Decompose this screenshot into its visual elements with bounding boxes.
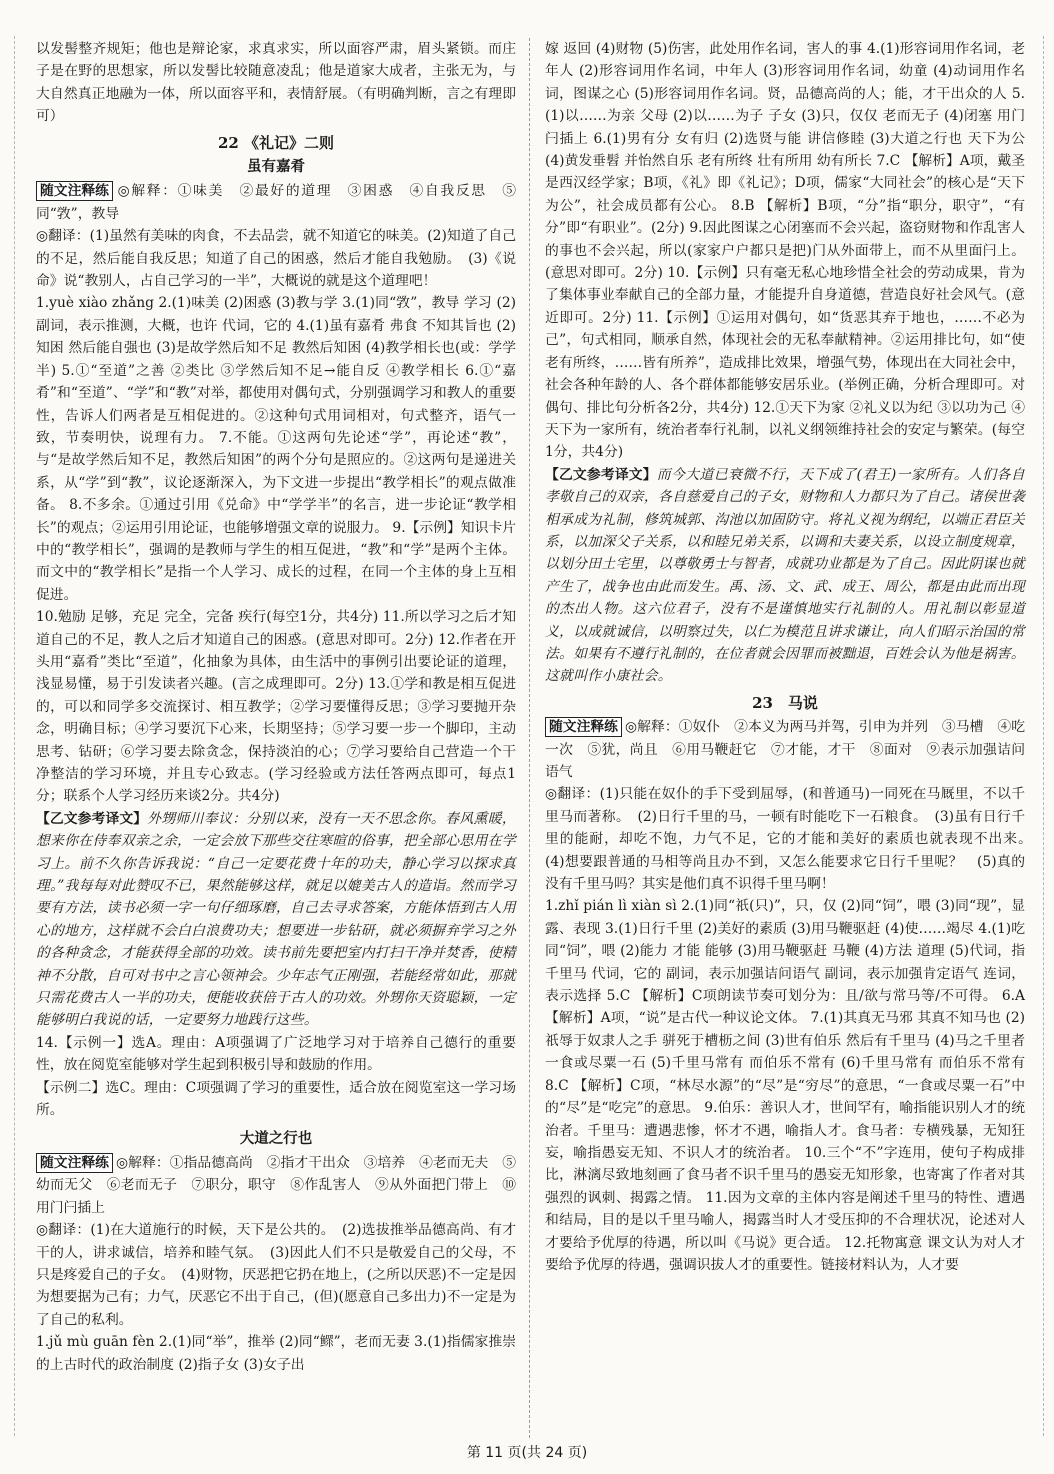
section-title-xuyoujiayao: 虽有嘉肴 xyxy=(247,158,305,176)
answers-block: 1.yuè xiào zhǎng 2.(1)味美 (2)困惑 (3)教与学 3.(1)同“敩”，教导 学习 (2)副词，表示推测，大概，也许 代词，它的 4.(1)虽有嘉肴 弗食 不知其旨也 (2)知困 然后能自强也 (3)是故学然后知不足 教然后知困 (4)教学相长也(或：学学半) 5.①“至道”之善 ②类比 ③学然后知不足→能自反 ④教学相长 6.①“嘉肴”和“至道”、“学”和“教”对举，都使用对偶句式，分别强调学习和教人的重要性，告诉人们两者是互相促进的。②这种句式用词相对，句式整齐，语气一致，节奏明快，说理有力。 7.不能。①这两句先论述“学”，再论述“教”，与“是故学然后知不足，教然后知困”的两个分句是照应的。②这两句是递进关系，从“学”到“教”，议论逐渐深入，为下文进一步提出“教学相长”的观点做准备。 8.不多余。①通过引用《兑命》中“学学半”的名言，进一步论证“教学相长”的观点；②运用引用论证，也能够增强文章的说服力。 9.【示例】知识卡片中的“教学相长”，强调的是教师与学生的相互促进，“教”和“学”是两个主体。而文中的“教学相长”是指一个人学习、成长的过程，在同一个主体的身上互相促进。 xyxy=(36,295,516,603)
answers-continued: 嫁 返回 (4)财物 (5)伤害，此处用作名词，害人的事 4.(1)形容词用作名词，老年人 (2)形容词用作名词，中年人 (3)形容词用作名词，幼童 (4)动词用作名词，图谋之心 (5)形容词用作名词。贤，品德高尚的人；能，才干出众的人 5.(1)以……为亲 父母 (2)以……为子 子女 (3)只，仅仅 老而无子 (4)闭塞 用门闩插上 6.(1)男有分 女有归 (2)选贤与能 讲信修睦 (3)大道之行也 天下为公 (4)黄发垂髫 并怡然自乐 老有所终 壮有所用 幼有所长 7.C 【解析】A项，戴圣是西汉经学家；B项，《礼》即《礼记》；D项，儒家“大同社会”的核心是“天下为公”，社会成员都有公心。 8.B 【解析】B项，“分”指“职分，职守”，“有分”即“有职业”。(2分) 9.因此图谋之心闭塞而不会兴起，盗窃财物和作乱害人的事也不会兴起，所以(家家户户都只是把)门从外面带上，而不从里面闩上。(意思对即可。2分) 10.【示例】只有毫无私心地珍惜全社会的劳动成果，肯为了集体事业奉献自己的全部力量，才能提升自身道德，营造良好社会风气。(意近即可。2分) 11.【示例】①运用对偶句，如“货恶其弃于地也，……不必为己”，句式相同，顺承自然，体现社会的无私奉献精神。②运用排比句，如“使老有所终，……皆有所养”，造成排比效果，增强气势，体现出在大同社会中，社会各种年龄的人、各个群体都能够安居乐业。(举例正确，分析合理即可。对偶句、排比句分析各2分，共4分) 12.①天下为家 ②礼义以为纪 ③以功为己 ④天下为一家所有，统治者奉行礼制，以礼义纲领维持社会的安定与繁荣。(每空1分，共4分) xyxy=(545,41,1025,461)
notes-explain: 随文注释练 ◎解释：①味美 ②最好的道理 ③困惑 ④自我反思 ⑤同“敩”，教导 xyxy=(36,183,516,222)
notes-explain-3: 随文注释练 ◎解释：①奴仆 ②本义为两马并驾，引申为并列 ③马槽 ④吃一次 ⑤犹，尚且 ⑥用马鞭赶它 ⑦才能，才干 ⑧面对 ⑨表示加强诘问语气 xyxy=(545,719,1025,780)
notes-translate-3: ◎翻译：(1)只能在奴仆的手下受到屈辱，(和普通马)一同死在马厩里，不以千里马而著称。 (2)日行千里的马，一顿有时能吃下一石粮食。 (3)虽有日行千里的能耐，却吃不饱，力气不足，它的才能和美好的素质也就表现不出来。 (4)想要跟普通的马相等尚且办不到，又怎么能要求它日行千里呢？ (5)真的没有千里马吗？其实是他们真不识得千里马啊！ xyxy=(545,786,1039,893)
lesson-22-title: 22 《礼记》二则 xyxy=(217,133,335,152)
notes-explain-2: 随文注释练 ◎解释：①指品德高尚 ②指才干出众 ③培养 ④老而无夫 ⑤幼而无父 ⑥老而无子 ⑦职分，职守 ⑧作乱害人 ⑨从外面把门带上 ⑩用门闩插上 xyxy=(36,1154,516,1216)
notes-translate: ◎翻译：(1)虽然有美味的肉食，不去品尝，就不知道它的味美。(2)知道了自己的不足，然后能自我反思；知道了自己的困惑，然后才能自我勉励。 (3)《说命》说“教别人，占自己学习的一半”，大概说的就是这个道理吧！ xyxy=(36,228,516,290)
exercise-tag: 随文注释练 xyxy=(545,717,622,737)
left-margin-strip xyxy=(0,36,15,1436)
prev-answer-tail: 以发髻整齐规矩；他也是辩论家，求真求实，所以面容严肃，眉头紧锁。而庄子是在野的思想家，所以发髻比较随意凌乱；他是道家大成者，主张无为，与大自然真正地融为一体，所以面容平和，表情舒展。（有明确判断，言之有理即可） xyxy=(36,41,516,125)
answers-block-3: 1.jǔ mù guān fèn 2.(1)同“举”，推举 (2)同“鳏”，老而无妻 3.(1)指儒家推崇的上古时代的政治制度 (2)指子女 (3)女子出 xyxy=(36,1334,516,1373)
reference-translation: 【乙文参考译文】外甥师川奉议：分别以来，没有一天不思念你。春风熏暖，想来你在侍奉双亲之余，一定会放下那些交往寒暄的俗事，把全部心思用在学习上。前不久你告诉我说：“自己一定要花费十年的功夫，静心学习以探求真理。”我每每对此赞叹不已，果然能够这样，就足以媲美古人的造诣。然而学习要有方法，读书必须一字一句仔细琢磨，自己去寻求答案，方能体悟到古人用心的地方，这样就不会白白浪费功夫；想要进一步钻研，就必须摒弃学习之外的各种贪念，才能获得全部的功效。读书前先要把室内打扫干净并焚香，使精神不分散，自可对书中之言心领神会。少年志气正刚强，若能经常如此，那就只需花费古人一半的功夫，便能收获倍于古人的功效。外甥你天资聪颖，一定能够明白我说的话，一定要努力地践行这些。 xyxy=(36,810,516,1029)
section-title-dadaozhixing: 大道之行也 xyxy=(239,1129,313,1147)
answers-block-4: 1.zhǐ pián lì xiàn sì 2.(1)同“祇(只)”，只，仅 (2)同“饲”，喂 (3)同“现”，显露、表现 3.(1)日行千里 (2)美好的素质 (3)用马鞭驱赶 (4)使……竭尽 4.(1)吃 同“饲”，喂 (2)能力 才能 能够 (3)用马鞭驱赶 马鞭 (4)方法 道理 (5)代词，指千里马 代词，它的 副词，表示加强诘问语气 副词，表示加强肯定语气 连词，表示选择 5.C 【解析】C项朗读节奏可划分为：且/欲与常马等/不可得。 6.A 【解析】A项，“说”是古代一种议论文体。 7.(1)其真无马邪 其真不知马也 (2)祇辱于奴隶人之手 骈死于槽枥之间 (3)世有伯乐 然后有千里马 (4)马之千里者 一食或尽粟一石 (5)千里马常有 而伯乐不常有 (6)千里马常有 而伯乐不常有 8.C 【解析】C项，“林尽水源”的“尽”是“穷尽”的意思，“一食或尽粟一石”中的“尽”是“吃完”的意思。 9.伯乐：善识人才，世间罕有，喻指能识别人才的统治者。千里马：遭遇悲惨，怀才不遇，喻指人才。食马者：专横残暴，无知狂妄，喻指愚妄无知、不识人才的统治者。 10.三个“不”字连用，使句子构成排比，淋漓尽致地刻画了食马者不识千里马的愚妄无知形象，也寄寓了作者对其强烈的讽刺、揭露之情。 11.因为文章的主体内容是阐述千里马的特性、遭遇和结局，目的是以千里马喻人，揭露当时人才受压抑的不合理状况，论述对人才要给予优厚的待遇，所以叫《马说》更合适。 12.托物寓意 课文认为对人才要给予优厚的待遇，强调识拔人才的重要性。链接材料认为，人才要 xyxy=(545,898,1025,1273)
q14-example-1: 14.【示例一】选A。理由：A项强调了广泛地学习对于培养自己德行的重要性，放在阅览室能够对学生起到积极引导和鼓励的作用。 xyxy=(36,1034,516,1074)
answers-block-2: 10.勉励 足够，充足 完全，完备 疾行(每空1分，共4分) 11.所以学习之后才知道自己的不足，教人之后才知道自己的困惑。(意思对即可。2分) 12.作者在开头用“嘉肴”类比“至道”，化抽象为具体，由生活中的事例引出要论证的道理，浅显易懂，易于引发读者兴趣。(言之成理即可。2分) 13.①学和教是相互促进的，可以和同学多交流探讨、相互教学；②学习要懂得反思；③学习要抛开杂念，明确目标；④学习要沉下心来，长期坚持；⑤学习要一步一个脚印，主动思考、钻研；⑥学习要去除贪念，保持淡泊的心；⑦学习要给自己营造一个干净整洁的学习环境，并且专心致志。(学习经验或方法任答两点即可，每点1分；联系个人学习经历来谈2分。共4分) xyxy=(36,609,516,805)
right-margin-strip xyxy=(1043,36,1054,1436)
page-footer: 第 11 页(共 24 页) xyxy=(466,1445,588,1461)
exercise-tag: 随文注释练 xyxy=(36,181,113,201)
exercise-tag: 随文注释练 xyxy=(36,1153,113,1173)
column-divider xyxy=(529,38,530,1438)
reference-translation-2: 【乙文参考译文】而今大道已衰微不行，天下成了(君王)一家所有。人们各自孝敬自己的双亲，各自慈爱自己的子女，财物和人力都只为了自己。诸侯世袭相承成为礼制，修筑城郭、沟池以加固防守。将礼义视为纲纪，以端正君臣关系，以加深父子关系，以和睦兄弟关系，以调和夫妻关系，以设立制度规章，以划分田土宅里，以尊敬勇士与智者，成就功业都是为了自己。因此阴谋也就产生了，战争也由此而发生。禹、汤、文、武、成王、周公，都是由此而出现的杰出人物。这六位君子，没有不是谨慎地实行礼制的人。用礼制以彰显道义，以成就诚信，以明察过失，以仁为模范且讲求谦让，向人们昭示治国的常法。如果有不遵行礼制的，在位者就会因罪而被黜退，百姓会认为他是祸害。这就叫作小康社会。 xyxy=(545,466,1025,685)
notes-translate-2: ◎翻译：(1)在大道施行的时候，天下是公共的。 (2)选拔推举品德高尚、有才干的人，讲求诚信，培养和睦气氛。 (3)因此人们不只是敬爱自己的父母，不只是疼爱自己的子女。 (4)财物，厌恶把它扔在地上，(之所以厌恶)不一定是因为想要据为己有；力气，厌恶它不出于自己，(但)(愿意自己多出力)不一定是为了自己的私利。 xyxy=(36,1222,516,1328)
q14-example-2: 【示例二】选C。理由：C项强调了学习的重要性，适合放在阅览室这一学习场所。 xyxy=(36,1079,516,1119)
lesson-23-title: 23 马说 xyxy=(752,693,818,712)
left-column xyxy=(36,38,516,1376)
right-column xyxy=(545,38,1039,1276)
